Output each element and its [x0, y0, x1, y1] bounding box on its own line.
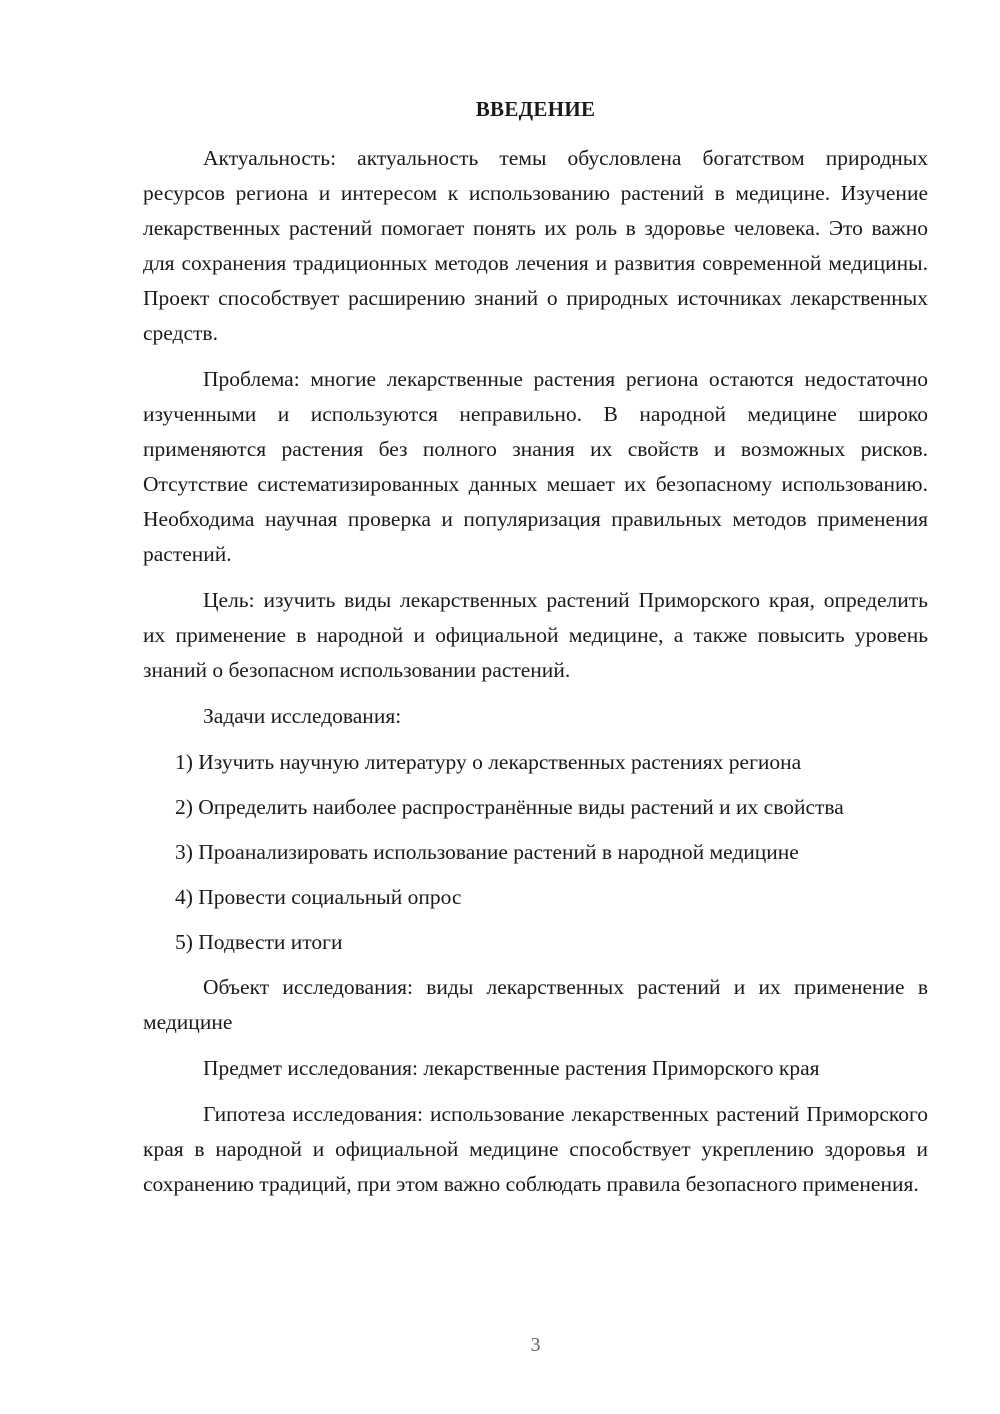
goal-paragraph: Цель: изучить виды лекарственных растений Приморского края, определить их применение в народной и официальной медицине, а также повысить уровень знаний о безопасном использовании растений.: [143, 588, 928, 682]
relevance-paragraph: Актуальность: актуальность темы обусловлена богатством природных ресурсов региона и интересом к использованию растений в медицине. Изучение лекарственных растений помогает понять их роль в здоровье человека. Это важно для сохранения традиционных методов лечения и развития современной медицины. Проект способствует расширению знаний о природных источниках лекарственных средств.: [143, 146, 928, 345]
tasks-label: Задачи исследования:: [203, 704, 402, 728]
hypothesis-paragraph: Гипотеза исследования: использование лекарственных растений Приморского края в народной и официальной медицине способствует укреплению здоровья и сохранению традиций, при этом важно соблюдать правила безопасного применения.: [143, 1102, 928, 1196]
task-item: 4) Провести социальный опрос: [175, 885, 462, 909]
problem-paragraph: Проблема: многие лекарственные растения региона остаются недостаточно изученными и используются неправильно. В народной медицине широко применяются растения без полного знания их свойств и возможных рисков. Отсутствие систематизированных данных мешает их безопасному использованию. Необходима научная проверка и популяризация правильных методов применения растений.: [143, 367, 928, 566]
page-number: 3: [530, 1334, 541, 1356]
task-item: 2) Определить наиболее распространённые виды растений и их свойства: [175, 795, 844, 819]
task-item: 1) Изучить научную литературу о лекарственных растениях региона: [175, 750, 802, 774]
page-content: [143, 94, 928, 1213]
task-item: 3) Проанализировать использование растений в народной медицине: [175, 840, 799, 864]
subject-paragraph: Предмет исследования: лекарственные растения Приморского края: [203, 1056, 820, 1080]
section-heading: ВВЕДЕНИЕ: [475, 97, 596, 121]
task-item: 5) Подвести итоги: [175, 930, 343, 954]
object-paragraph: Объект исследования: виды лекарственных растений и их применение в медицине: [143, 975, 928, 1034]
